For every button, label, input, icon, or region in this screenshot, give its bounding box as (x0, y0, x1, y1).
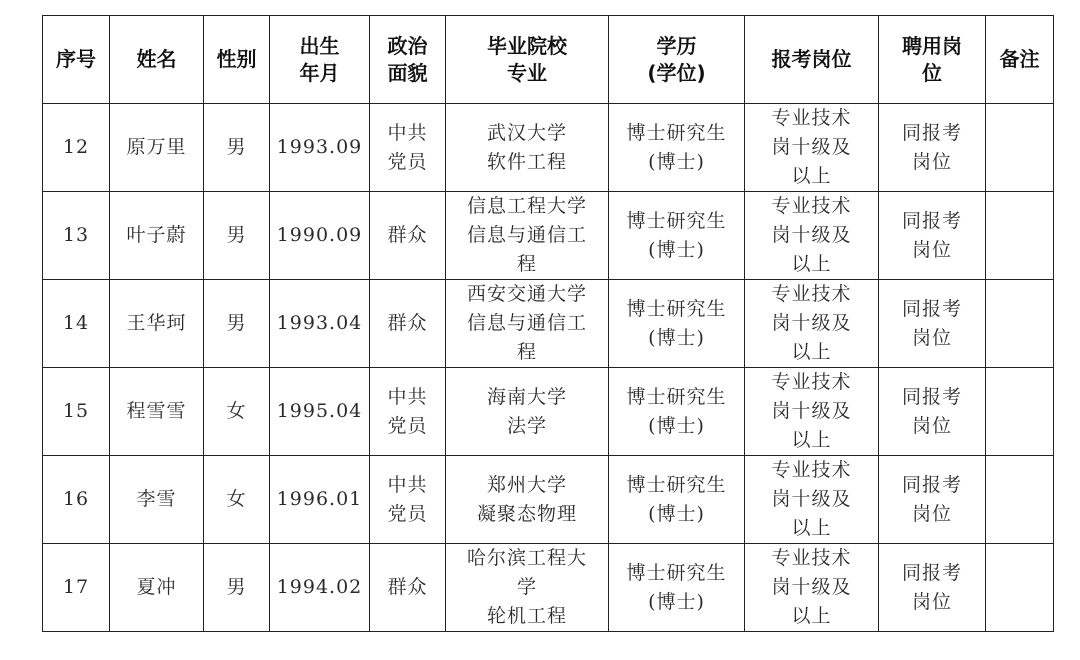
cell-name: 程雪雪 (110, 368, 204, 456)
header-text: 出生 (299, 33, 340, 58)
header-note (986, 16, 1054, 104)
cell-position-line: 以上 (791, 165, 832, 187)
cell-degree (609, 104, 745, 192)
cell-hire-position-line: 岗位 (911, 150, 952, 173)
header-text: 政治 (387, 33, 428, 58)
cell-name: 王华珂 (110, 280, 204, 368)
cell-political (370, 544, 446, 632)
header-text: 学历 (656, 33, 697, 58)
cell-degree-line: 博士研究生 (626, 121, 727, 144)
cell-position (745, 280, 879, 368)
cell-political-line: 党员 (387, 502, 428, 525)
cell-hire-position-line: 岗位 (911, 414, 952, 437)
cell-position (745, 104, 879, 192)
cell-degree-line: 博士研究生 (626, 385, 727, 408)
cell-position-line: 岗十级及 (771, 400, 852, 422)
cell-degree-line: 博士研究生 (626, 473, 727, 496)
header-hire-position (879, 16, 986, 104)
cell-no: 14 (43, 280, 110, 368)
header-position (745, 16, 879, 104)
cell-birth: 1993.04 (270, 280, 370, 368)
table-row (43, 544, 1054, 632)
cell-degree-line: 博士研究生 (626, 209, 727, 232)
cell-political (370, 104, 446, 192)
cell-degree (609, 544, 745, 632)
cell-no: 13 (43, 192, 110, 280)
table-row (43, 280, 1054, 368)
header-no (43, 16, 110, 104)
cell-school-major (446, 368, 609, 456)
cell-degree-line: (博士) (648, 238, 705, 261)
cell-position-line: 以上 (791, 253, 832, 275)
cell-political-line: 中共 (387, 121, 428, 144)
cell-political-line: 群众 (387, 312, 428, 334)
cell-school-major-line: 法学 (506, 414, 547, 437)
cell-name: 夏冲 (110, 544, 204, 632)
header-text: 年月 (299, 60, 340, 85)
cell-degree (609, 280, 745, 368)
cell-degree (609, 192, 745, 280)
table-body (43, 104, 1054, 632)
cell-hire-position-line: 岗位 (911, 502, 952, 525)
table-row (43, 368, 1054, 456)
cell-degree-line: 博士研究生 (626, 561, 727, 584)
cell-political (370, 280, 446, 368)
table-row (43, 192, 1054, 280)
cell-hire-position-line: 同报考 (901, 473, 962, 496)
cell-position-line: 专业技术 (771, 195, 852, 217)
header-political (370, 16, 446, 104)
cell-position-line: 专业技术 (771, 371, 852, 393)
header-name (110, 16, 204, 104)
cell-degree (609, 368, 745, 456)
header-text: 专业 (507, 60, 547, 85)
cell-political-line: 党员 (387, 150, 428, 173)
header-text: 备注 (999, 47, 1040, 71)
cell-note (986, 104, 1054, 192)
header-text: (学位) (647, 60, 706, 85)
cell-birth: 1996.01 (270, 456, 370, 544)
header-gender (204, 16, 270, 104)
header-text: 聘用岗 (902, 33, 962, 58)
cell-position-line: 岗十级及 (771, 136, 852, 158)
cell-position-line: 岗十级及 (771, 488, 852, 510)
cell-position-line: 专业技术 (771, 459, 852, 481)
table-row (43, 104, 1054, 192)
cell-political-line: 中共 (387, 473, 428, 496)
cell-school-major-line: 武汉大学 (486, 121, 567, 144)
cell-school-major-line: 信息与通信工 (466, 224, 587, 246)
cell-school-major (446, 104, 609, 192)
cell-no: 16 (43, 456, 110, 544)
cell-hire-position-line: 岗位 (911, 238, 952, 261)
cell-name: 原万里 (110, 104, 204, 192)
cell-school-major-line: 海南大学 (486, 385, 567, 408)
cell-hire-position (879, 104, 986, 192)
cell-note (986, 280, 1054, 368)
cell-position (745, 544, 879, 632)
cell-school-major-line: 程 (516, 341, 537, 363)
cell-school-major-line: 学 (516, 576, 537, 598)
header-text: 位 (922, 60, 942, 85)
cell-position-line: 岗十级及 (771, 224, 852, 246)
cell-school-major-line: 西安交通大学 (466, 283, 587, 305)
cell-school-major-line: 程 (516, 253, 537, 275)
cell-school-major-line: 哈尔滨工程大 (466, 547, 587, 569)
cell-degree-line: (博士) (648, 414, 705, 437)
cell-birth: 1990.09 (270, 192, 370, 280)
cell-position-line: 以上 (791, 341, 832, 363)
cell-school-major (446, 544, 609, 632)
header-text: 毕业院校 (487, 33, 567, 58)
cell-school-major-line: 信息与通信工 (466, 312, 587, 334)
cell-position-line: 以上 (791, 517, 832, 539)
cell-position (745, 192, 879, 280)
cell-school-major (446, 456, 609, 544)
cell-school-major-line: 凝聚态物理 (476, 502, 577, 525)
header-text: 性别 (216, 47, 257, 71)
header-text: 姓名 (136, 47, 177, 71)
cell-hire-position-line: 岗位 (911, 590, 952, 613)
cell-no: 17 (43, 544, 110, 632)
header-text: 报考岗位 (771, 47, 852, 71)
cell-gender: 女 (204, 368, 270, 456)
cell-hire-position (879, 368, 986, 456)
cell-hire-position-line: 同报考 (901, 297, 962, 320)
header-birth (270, 16, 370, 104)
cell-school-major-line: 郑州大学 (486, 473, 567, 496)
cell-birth: 1994.02 (270, 544, 370, 632)
cell-position-line: 岗十级及 (771, 312, 852, 334)
cell-position-line: 以上 (791, 605, 832, 627)
cell-political-line: 中共 (387, 385, 428, 408)
cell-degree (609, 456, 745, 544)
cell-hire-position-line: 同报考 (901, 385, 962, 408)
cell-degree-line: (博士) (648, 590, 705, 613)
header-text: 序号 (56, 47, 96, 71)
cell-political (370, 456, 446, 544)
cell-hire-position-line: 同报考 (901, 209, 962, 232)
cell-gender: 男 (204, 544, 270, 632)
cell-gender: 男 (204, 280, 270, 368)
cell-hire-position-line: 同报考 (901, 121, 962, 144)
cell-position-line: 以上 (791, 429, 832, 451)
cell-name: 李雪 (110, 456, 204, 544)
cell-hire-position (879, 456, 986, 544)
cell-note (986, 192, 1054, 280)
cell-hire-position-line: 同报考 (901, 561, 962, 584)
cell-school-major-line: 软件工程 (486, 150, 567, 173)
cell-hire-position (879, 544, 986, 632)
cell-political-line: 党员 (387, 414, 428, 437)
header-school-major (446, 16, 609, 104)
cell-degree-line: (博士) (648, 150, 705, 173)
cell-position-line: 专业技术 (771, 547, 852, 569)
cell-birth: 1993.09 (270, 104, 370, 192)
cell-position-line: 专业技术 (771, 107, 852, 129)
header-text: 面貌 (387, 60, 428, 85)
cell-political (370, 192, 446, 280)
cell-gender: 女 (204, 456, 270, 544)
header-degree (609, 16, 745, 104)
cell-no: 12 (43, 104, 110, 192)
cell-hire-position (879, 280, 986, 368)
cell-degree-line: (博士) (648, 326, 705, 349)
cell-birth: 1995.04 (270, 368, 370, 456)
cell-school-major (446, 280, 609, 368)
cell-school-major (446, 192, 609, 280)
cell-name: 叶子蔚 (110, 192, 204, 280)
cell-no: 15 (43, 368, 110, 456)
cell-political-line: 群众 (387, 224, 428, 246)
cell-hire-position (879, 192, 986, 280)
cell-position (745, 456, 879, 544)
cell-political (370, 368, 446, 456)
cell-note (986, 368, 1054, 456)
cell-position-line: 专业技术 (771, 283, 852, 305)
cell-degree-line: (博士) (648, 502, 705, 525)
cell-position (745, 368, 879, 456)
cell-note (986, 544, 1054, 632)
cell-hire-position-line: 岗位 (911, 326, 952, 349)
cell-position-line: 岗十级及 (771, 576, 852, 598)
cell-political-line: 群众 (387, 576, 428, 598)
cell-note (986, 456, 1054, 544)
table-row (43, 456, 1054, 544)
cell-degree-line: 博士研究生 (626, 297, 727, 320)
cell-gender: 男 (204, 104, 270, 192)
table-header-row (43, 16, 1054, 104)
recruitment-table (42, 15, 1054, 632)
cell-gender: 男 (204, 192, 270, 280)
cell-school-major-line: 信息工程大学 (466, 195, 587, 217)
cell-school-major-line: 轮机工程 (486, 605, 567, 627)
